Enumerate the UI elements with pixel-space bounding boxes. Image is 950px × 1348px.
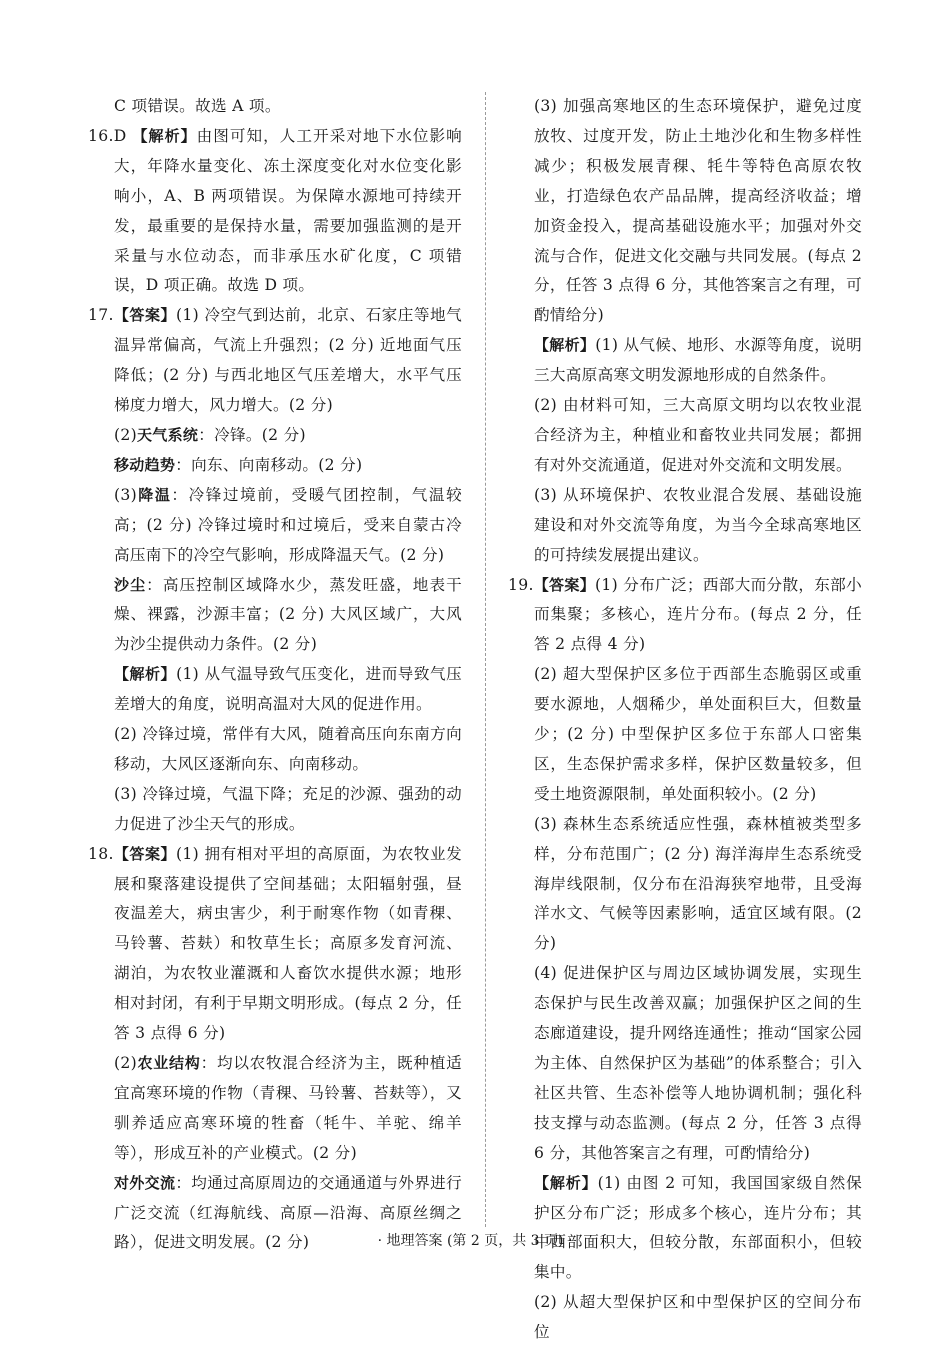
answer-text: (2) 冷锋过境，常伴有大风，随着高压向东南方向移动，大风区逐渐向东、向南移动。	[114, 725, 462, 773]
answer-paragraph	[508, 571, 862, 661]
answer-paragraph	[508, 92, 862, 331]
page-footer: · 地理答案 (第 2 页，共 3 页) ·	[377, 1233, 573, 1249]
bold-label: 【解析】	[132, 126, 197, 145]
answer-paragraph	[508, 1288, 862, 1348]
answer-text: 17.	[88, 306, 114, 325]
left-column	[88, 92, 462, 1258]
answer-text: (3) 冷锋过境，气温下降；充足的沙源、强劲的动力促进了沙尘天气的形成。	[114, 784, 462, 833]
answer-paragraph	[508, 331, 862, 391]
answer-text: (4) 促进保护区与周边区域协调发展，实现生态保护与民生改善双赢；加强保护区之间的生态廊道建设，提升网络连通性；推动“国家公园为主体、自然保护区为基础”的体系整合；引入社区共管、生态补偿等人地协调机制；强化科技支撑与动态监测。(每点 2 分，任答 3 点得 6 分，其他答案言之有理，可酌情给分)	[534, 964, 862, 1162]
answer-paragraph	[508, 959, 862, 1168]
answer-text: (3) 森林生态系统适应性强，森林植被类型多样，分布范围广；(2 分) 海洋海岸生态系统受海岸线限制，仅分布在沿海狭窄地带，且受海洋水文、气候等因素影响，适宜区域有限。(2 分)	[534, 814, 862, 953]
answer-paragraph	[88, 660, 462, 720]
answer-text: (2)	[114, 1054, 137, 1072]
right-column	[508, 92, 862, 1348]
answer-text: (2) 从超大型保护区和中型保护区的空间分布位	[534, 1293, 862, 1342]
answer-text: (3) 从环境保护、农牧业混合发展、基础设施建设和对外交流等角度，为当今全球高寒地区的可持续发展提出建议。	[534, 485, 862, 564]
answer-text: (2)	[114, 425, 137, 444]
answer-paragraph	[88, 840, 462, 1049]
answer-paragraph	[508, 481, 862, 571]
answer-text: ：冷锋。(2 分)	[198, 425, 306, 444]
answer-paragraph	[88, 451, 462, 481]
answer-text: 19.	[508, 575, 534, 594]
answer-text: (1) 由图 2 可知，我国国家级自然保护区分布广泛；形成多个核心，连片分布；其中西部面积大，但较分散，东部面积小，但较集中。	[534, 1173, 862, 1282]
answer-paragraph	[88, 481, 462, 571]
answer-paragraph	[88, 301, 462, 421]
bold-label: 【答案】	[533, 575, 596, 594]
answer-paragraph	[88, 780, 462, 840]
bold-label: 【解析】	[114, 665, 177, 684]
answer-text: (3)	[114, 485, 137, 504]
answer-text: (1) 从气候、地形、水源等角度，说明三大高原高寒文明发源地形成的自然条件。	[534, 336, 862, 385]
answer-text: 由图可知，人工开采对地下水位影响大，年降水量变化、冻土深度变化对水位变化影响小，A、B 两项错误。为保障水源地可持续开发，最重要的是保持水量，需要加强监测的是开采量与水位动态，而非承压水矿化度，C 项错误，D 项正确。故选 D 项。	[114, 126, 462, 295]
answer-text: C 项错误。故选 A 项。	[114, 97, 281, 115]
bold-label: 【答案】	[113, 844, 176, 863]
bold-label: 对外交流	[114, 1173, 176, 1192]
answer-paragraph	[508, 1169, 862, 1289]
answer-text: 18.	[88, 844, 114, 863]
bold-label: 【解析】	[534, 1173, 598, 1192]
bold-label: 农业结构	[137, 1054, 201, 1072]
answer-text: ：均通过高原周边的交通通道与外界进行广泛交流（红海航线、高原—沿海、高原丝绸之路），促进文明发展。(2 分)	[114, 1173, 463, 1252]
bold-label: 沙尘	[114, 575, 147, 594]
answer-text: (1) 分布广泛；西部大而分散，东部小而集聚；多核心，连片分布。(每点 2 分，任答 2 点得 4 分)	[534, 575, 862, 654]
bold-label: 移动趋势	[114, 455, 176, 474]
answer-text: (1) 拥有相对平坦的高原面，为农牧业发展和聚落建设提供了空间基础；太阳辐射强，昼夜温差大，病虫害少，利于耐寒作物（如青稞、马铃薯、苔麸）和牧草生长；高原多发育河流、湖泊，为农牧业灌溉和人畜饮水提供水源；地形相对封闭，有利于早期文明形成。(每点 2 分，任答 3 点得 6 分)	[114, 844, 463, 1043]
answer-paragraph	[88, 571, 462, 661]
answer-text: (1) 从气温导致气压变化，进而导致气压差增大的角度，说明高温对大风的促进作用。	[114, 665, 463, 714]
answer-paragraph	[88, 720, 462, 780]
answer-text: (1) 冷空气到达前，北京、石家庄等地气温异常偏高，气流上升强烈；(2 分) 近地面气压降低；(2 分) 与西北地区气压差增大，水平气压梯度力增大，风力增大。(2 分)	[114, 306, 463, 415]
answer-paragraph	[88, 1049, 462, 1169]
bold-label: 天气系统	[137, 425, 199, 444]
answer-text: ：均以农牧混合经济为主，既种植适宜高寒环境的作物（青稞、马铃薯、苔麸等），又驯养适应高寒环境的牲畜（牦牛、羊驼、绵羊等），形成互补的产业模式。(2 分)	[114, 1054, 462, 1162]
answer-text: 16.D	[88, 126, 133, 145]
answer-paragraph	[88, 421, 462, 451]
answer-text: (3) 加强高寒地区的生态环境保护，避免过度放牧、过度开发，防止土地沙化和生物多样性减少；积极发展青稞、牦牛等特色高原农牧业，打造绿色农产品品牌，提高经济收益；增加资金投入，提高基础设施水平；加强对外交流与合作，促进文化交融与共同发展。(每点 2 分，任答 3 点得 6 分，其他答案言之有理，可酌情给分)	[534, 97, 862, 325]
bold-label: 降温	[137, 485, 172, 504]
answer-paragraph	[88, 122, 462, 301]
column-divider	[485, 92, 486, 1227]
answer-paragraph	[508, 810, 862, 960]
answer-paragraph	[508, 660, 862, 810]
answer-paragraph	[88, 92, 462, 122]
bold-label: 【解析】	[534, 336, 596, 355]
answer-text: ：冷锋过境前，受暖气团控制，气温较高；(2 分) 冷锋过境时和过境后，受来自蒙古冷高压南下的冷空气影响，形成降温天气。(2 分)	[114, 485, 462, 564]
bold-label: 【答案】	[113, 306, 176, 325]
answer-paragraph	[508, 391, 862, 481]
answer-text: ：向东、向南移动。(2 分)	[175, 455, 363, 474]
answer-text: (2) 由材料可知，三大高原文明均以农牧业混合经济为主，种植业和畜牧业共同发展；都拥有对外交流通道，促进对外交流和文明发展。	[534, 396, 862, 474]
answer-text: ：高压控制区域降水少，蒸发旺盛，地表干燥、裸露，沙源丰富；(2 分) 大风区域广，大风为沙尘提供动力条件。(2 分)	[114, 575, 463, 654]
answer-text: (2) 超大型保护区多位于西部生态脆弱区或重要水源地，人烟稀少，单处面积巨大，但数量少；(2 分) 中型保护区多位于东部人口密集区，生态保护需求多样，保护区数量较多，但受土地资源限制，单处面积较小。(2 分)	[534, 665, 862, 803]
